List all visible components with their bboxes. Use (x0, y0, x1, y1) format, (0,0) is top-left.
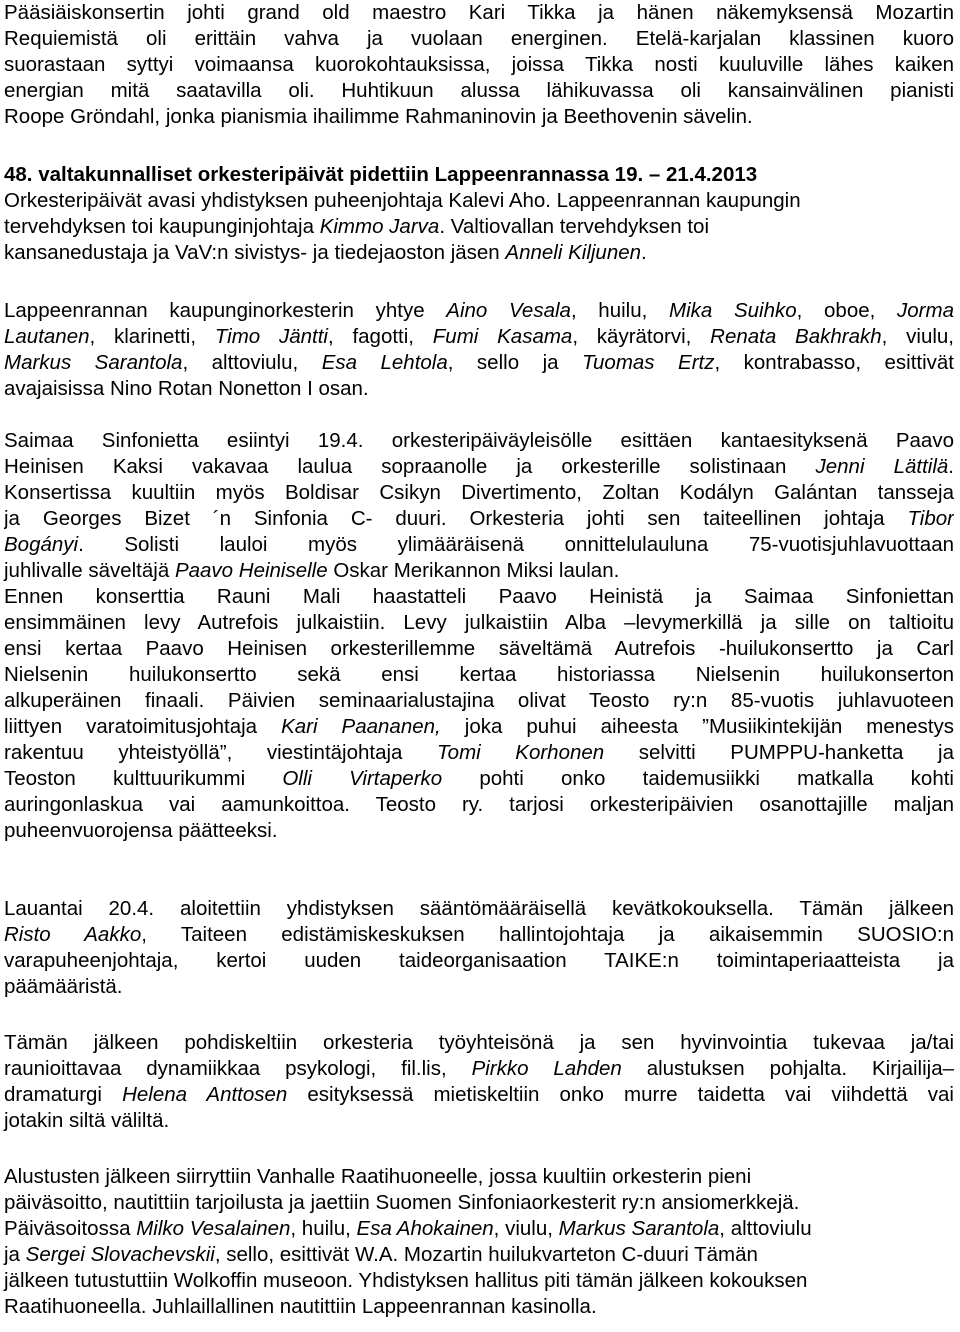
text-segment: , fagotti, (327, 325, 433, 348)
text-segment: auringonlaskua vai aamunkoittoa. Teosto ry. tarjosi orkesteripäivien osanottajille maljan (4, 793, 954, 816)
text-segment: Tämän jälkeen pohdiskeltiin orkesteria työyhteisönä ja sen hyvinvointia tukevaa ja/tai (4, 1031, 954, 1054)
text-line (4, 740, 954, 766)
text-line (4, 0, 954, 26)
text-segment: Konsertissa kuultiin myös Boldisar Csikyn Divertimento, Zoltan Kodályn Galántan tansseja (4, 481, 954, 504)
text-line (4, 714, 954, 740)
name-emphasis: Olli Virtaperko (282, 767, 443, 790)
text-segment: esityksessä mietiskeltiin onko murre taidetta vai viihdettä vai (287, 1083, 954, 1106)
text-segment: puheenvuorojensa päätteeksi. (4, 819, 278, 842)
text-line (4, 298, 954, 324)
text-segment: tervehdyksen toi kaupunginjohtaja (4, 215, 320, 238)
text-segment: , viulu, (493, 1217, 559, 1240)
name-emphasis: Jenni Lättilä (815, 455, 949, 478)
name-emphasis: Kari Paananen, (281, 715, 441, 738)
text-segment: , kontrabasso, esittivät (714, 351, 954, 374)
text-line (4, 78, 954, 104)
text-line (4, 506, 954, 532)
name-emphasis: Renata Bakhrakh (710, 325, 882, 348)
text-line (4, 818, 954, 844)
text-segment: Heinisen Kaksi vakavaa laulua sopraanolle ja orkesterille solistinaan (4, 455, 816, 478)
text-segment: dramaturgi (4, 1083, 123, 1106)
name-emphasis: Risto Aakko (4, 923, 142, 946)
text-segment: , huilu, (290, 1217, 357, 1240)
text-segment: , Taiteen edistämiskeskuksen hallintojohtaja ja aikaisemmin SUOSIO:n (141, 923, 954, 946)
section-heading: 48. valtakunnalliset orkesteripäivät pidettiin Lappeenrannassa 19. – 21.4.2013 (4, 163, 758, 186)
name-emphasis: Kimmo Jarva (319, 215, 440, 238)
text-line (4, 1294, 954, 1320)
name-emphasis: Bogányi (4, 533, 79, 556)
text-line (4, 610, 954, 636)
name-emphasis: Esa Ahokainen (356, 1217, 494, 1240)
text-segment: päämääristä. (4, 975, 123, 998)
text-line (4, 1268, 954, 1294)
text-line (4, 26, 954, 52)
name-emphasis: Mika Suihko (669, 299, 797, 322)
text-line (4, 376, 954, 402)
text-segment: energian mitä saatavilla oli. Huhtikuun alussa lähikuvassa oli kansainvälinen pianisti (4, 79, 954, 102)
text-segment: Teoston kulttuurikummi (4, 767, 283, 790)
name-emphasis: Aino Vesala (446, 299, 571, 322)
name-emphasis: Anneli Kiljunen (505, 241, 642, 264)
text-segment: ja Georges Bizet ´n Sinfonia C- duuri. Orkesteria johti sen taiteellinen johtaja (4, 507, 908, 530)
text-line (4, 896, 954, 922)
text-segment: , alttoviulu, (182, 351, 322, 374)
text-segment: rakentuu yhteistyöllä”, viestintäjohtaja (4, 741, 438, 764)
text-segment: Alustusten jälkeen siirryttiin Vanhalle Raatihuoneelle, jossa kuultiin orkesterin pieni (4, 1165, 752, 1188)
text-line (4, 162, 954, 188)
text-segment: . (948, 455, 954, 478)
text-line (4, 240, 954, 266)
text-line (4, 324, 954, 350)
text-segment: Ennen konserttia Rauni Mali haastatteli Paavo Heinistä ja Saimaa Sinfoniettan (4, 585, 954, 608)
text-segment: , huilu, (570, 299, 669, 322)
text-segment: Lauantai 20.4. aloitettiin yhdistyksen sääntömääräisellä kevätkokouksella. Tämän jälkeen (4, 897, 954, 920)
text-segment: raunioittavaa dynamiikkaa psykologi, fil.lis, (4, 1057, 472, 1080)
text-segment: ensimmäinen levy Autrefois julkaistiin. Levy julkaistiin Alba –levymerkillä ja sille on taltioitu (4, 611, 954, 634)
text-segment: avajaisissa Nino Rotan Nonetton I osan. (4, 377, 369, 400)
paragraph-kevatkokous (4, 896, 954, 1000)
section-orkesteripaivat (4, 162, 954, 266)
text-line (4, 532, 954, 558)
text-line (4, 1108, 954, 1134)
text-segment: Pääsiäiskonsertin johti grand old maestro Kari Tikka ja hänen näkemyksensä Mozartin (4, 1, 954, 24)
name-emphasis: Helena Anttosen (122, 1083, 288, 1106)
text-segment: selvitti PUMPPU-hanketta ja (604, 741, 954, 764)
text-segment: Saimaa Sinfonietta esiintyi 19.4. orkesteripäiväyleisölle esittäen kantaesityksenä Paavo (4, 429, 954, 452)
name-emphasis: Tibor (907, 507, 954, 530)
text-segment: joka puhui aiheesta ”Musiikintekijän menestys (440, 715, 954, 738)
name-emphasis: Tuomas Ertz (582, 351, 715, 374)
text-segment: kansanedustaja ja VaV:n sivistys- ja tiedejaoston jäsen (4, 241, 506, 264)
text-line (4, 1030, 954, 1056)
text-segment: , käyrätorvi, (572, 325, 711, 348)
text-segment: . (641, 241, 647, 264)
name-emphasis: Milko Vesalainen (136, 1217, 291, 1240)
text-line (4, 688, 954, 714)
text-line (4, 1164, 954, 1190)
text-line (4, 1082, 954, 1108)
text-segment: suorastaan syttyi voimaansa kuorokohtauksissa, joissa Tikka nosti kuuluville lähes kaiken (4, 53, 954, 76)
text-line (4, 766, 954, 792)
text-line (4, 350, 954, 376)
paragraph-requiem (4, 0, 954, 130)
paragraph-nonetto (4, 298, 954, 402)
name-emphasis: Esa Lehtola (321, 351, 448, 374)
text-line (4, 1056, 954, 1082)
text-line (4, 52, 954, 78)
text-segment: alkuperäinen finaali. Päivien seminaarialustajina olivat Teosto ry:n 85-vuotis juhlavuoteen (4, 689, 954, 712)
text-segment: juhlivalle säveltäjä (4, 559, 175, 582)
text-segment: jälkeen tutustuttiin Wolkoffin museoon. Yhdistyksen hallitus piti tämän jälkeen kokouksen (4, 1269, 808, 1292)
text-segment: ja (4, 1243, 26, 1266)
text-segment: , klarinetti, (89, 325, 215, 348)
name-emphasis: Jorma (897, 299, 954, 322)
text-line (4, 1242, 954, 1268)
paragraph-pohdiskelu (4, 1030, 954, 1134)
text-segment: Päiväsoitossa (4, 1217, 137, 1240)
name-emphasis: Lautanen (4, 325, 90, 348)
text-segment: liittyen varatoimitusjohtaja (4, 715, 282, 738)
text-segment: Requiemistä oli erittäin vahva ja vuolaan energinen. Etelä-karjalan klassinen kuoro (4, 27, 954, 50)
text-segment: , alttoviulu (719, 1217, 812, 1240)
name-emphasis: Timo Jäntti (214, 325, 328, 348)
name-emphasis: Markus Sarantola (558, 1217, 720, 1240)
text-line (4, 188, 954, 214)
text-segment: Lappeenrannan kaupunginorkesterin yhtye (4, 299, 447, 322)
text-line (4, 584, 954, 610)
text-segment: Nielsenin huilukonsertto sekä ensi kertaa historiassa Nielsenin huilukonserton (4, 663, 954, 686)
text-line (4, 792, 954, 818)
text-segment: Raatihuoneella. Juhlaillallinen nautittiin Lappeenrannan kasinolla. (4, 1295, 597, 1318)
name-emphasis: Sergei Slovachevskii (25, 1243, 215, 1266)
text-line (4, 662, 954, 688)
text-line (4, 558, 954, 584)
text-segment: jotakin siltä väliltä. (4, 1109, 170, 1132)
text-line (4, 104, 954, 130)
text-line (4, 922, 954, 948)
text-segment: , sello ja (447, 351, 583, 374)
text-segment: varapuheenjohtaja, kertoi uuden taideorganisaation TAIKE:n toimintaperiaatteista ja (4, 949, 954, 972)
name-emphasis: Pirkko Lahden (471, 1057, 622, 1080)
text-line (4, 1190, 954, 1216)
text-segment: päiväsoitto, nautittiin tarjoilusta ja jaettiin Suomen Sinfoniaorkesterit ry:n ansiomerkkejä. (4, 1191, 800, 1214)
name-emphasis: Tomi Korhonen (437, 741, 605, 764)
text-line (4, 428, 954, 454)
text-segment: ensi kertaa Paavo Heinisen orkesterillemme säveltämä Autrefois -huilukonsertto ja Carl (4, 637, 954, 660)
text-segment: , sello, esittivät W.A. Mozartin huilukvarteton C-duuri Tämän (214, 1243, 758, 1266)
name-emphasis: Fumi Kasama (432, 325, 573, 348)
text-segment: . Valtiovallan tervehdyksen toi (439, 215, 709, 238)
text-line (4, 480, 954, 506)
text-line (4, 214, 954, 240)
paragraph-raatihuone (4, 1164, 954, 1320)
text-segment: pohti onko taidemusiikki matkalla kohti (442, 767, 954, 790)
text-line (4, 454, 954, 480)
text-segment: Roope Gröndahl, jonka pianismia ihailimme Rahmaninovin ja Beethovenin sävelin. (4, 105, 753, 128)
text-segment: Orkesteripäivät avasi yhdistyksen puheenjohtaja Kalevi Aho. Lappeenrannan kaupungin (4, 189, 801, 212)
text-segment: Oskar Merikannon Miksi laulan. (327, 559, 620, 582)
text-segment: , oboe, (796, 299, 898, 322)
text-segment: , viulu, (881, 325, 954, 348)
text-segment: . Solisti lauloi myös ylimääräisenä onnittelulauluna 75-vuotisjuhlavuottaan (78, 533, 954, 556)
text-line (4, 974, 954, 1000)
text-line (4, 948, 954, 974)
text-line (4, 1216, 954, 1242)
name-emphasis: Markus Sarantola (4, 351, 183, 374)
text-segment: alustuksen pohjalta. Kirjailija– (621, 1057, 954, 1080)
name-emphasis: Paavo Heiniselle (174, 559, 328, 582)
paragraph-saimaa-sinfonietta (4, 428, 954, 844)
text-line (4, 636, 954, 662)
